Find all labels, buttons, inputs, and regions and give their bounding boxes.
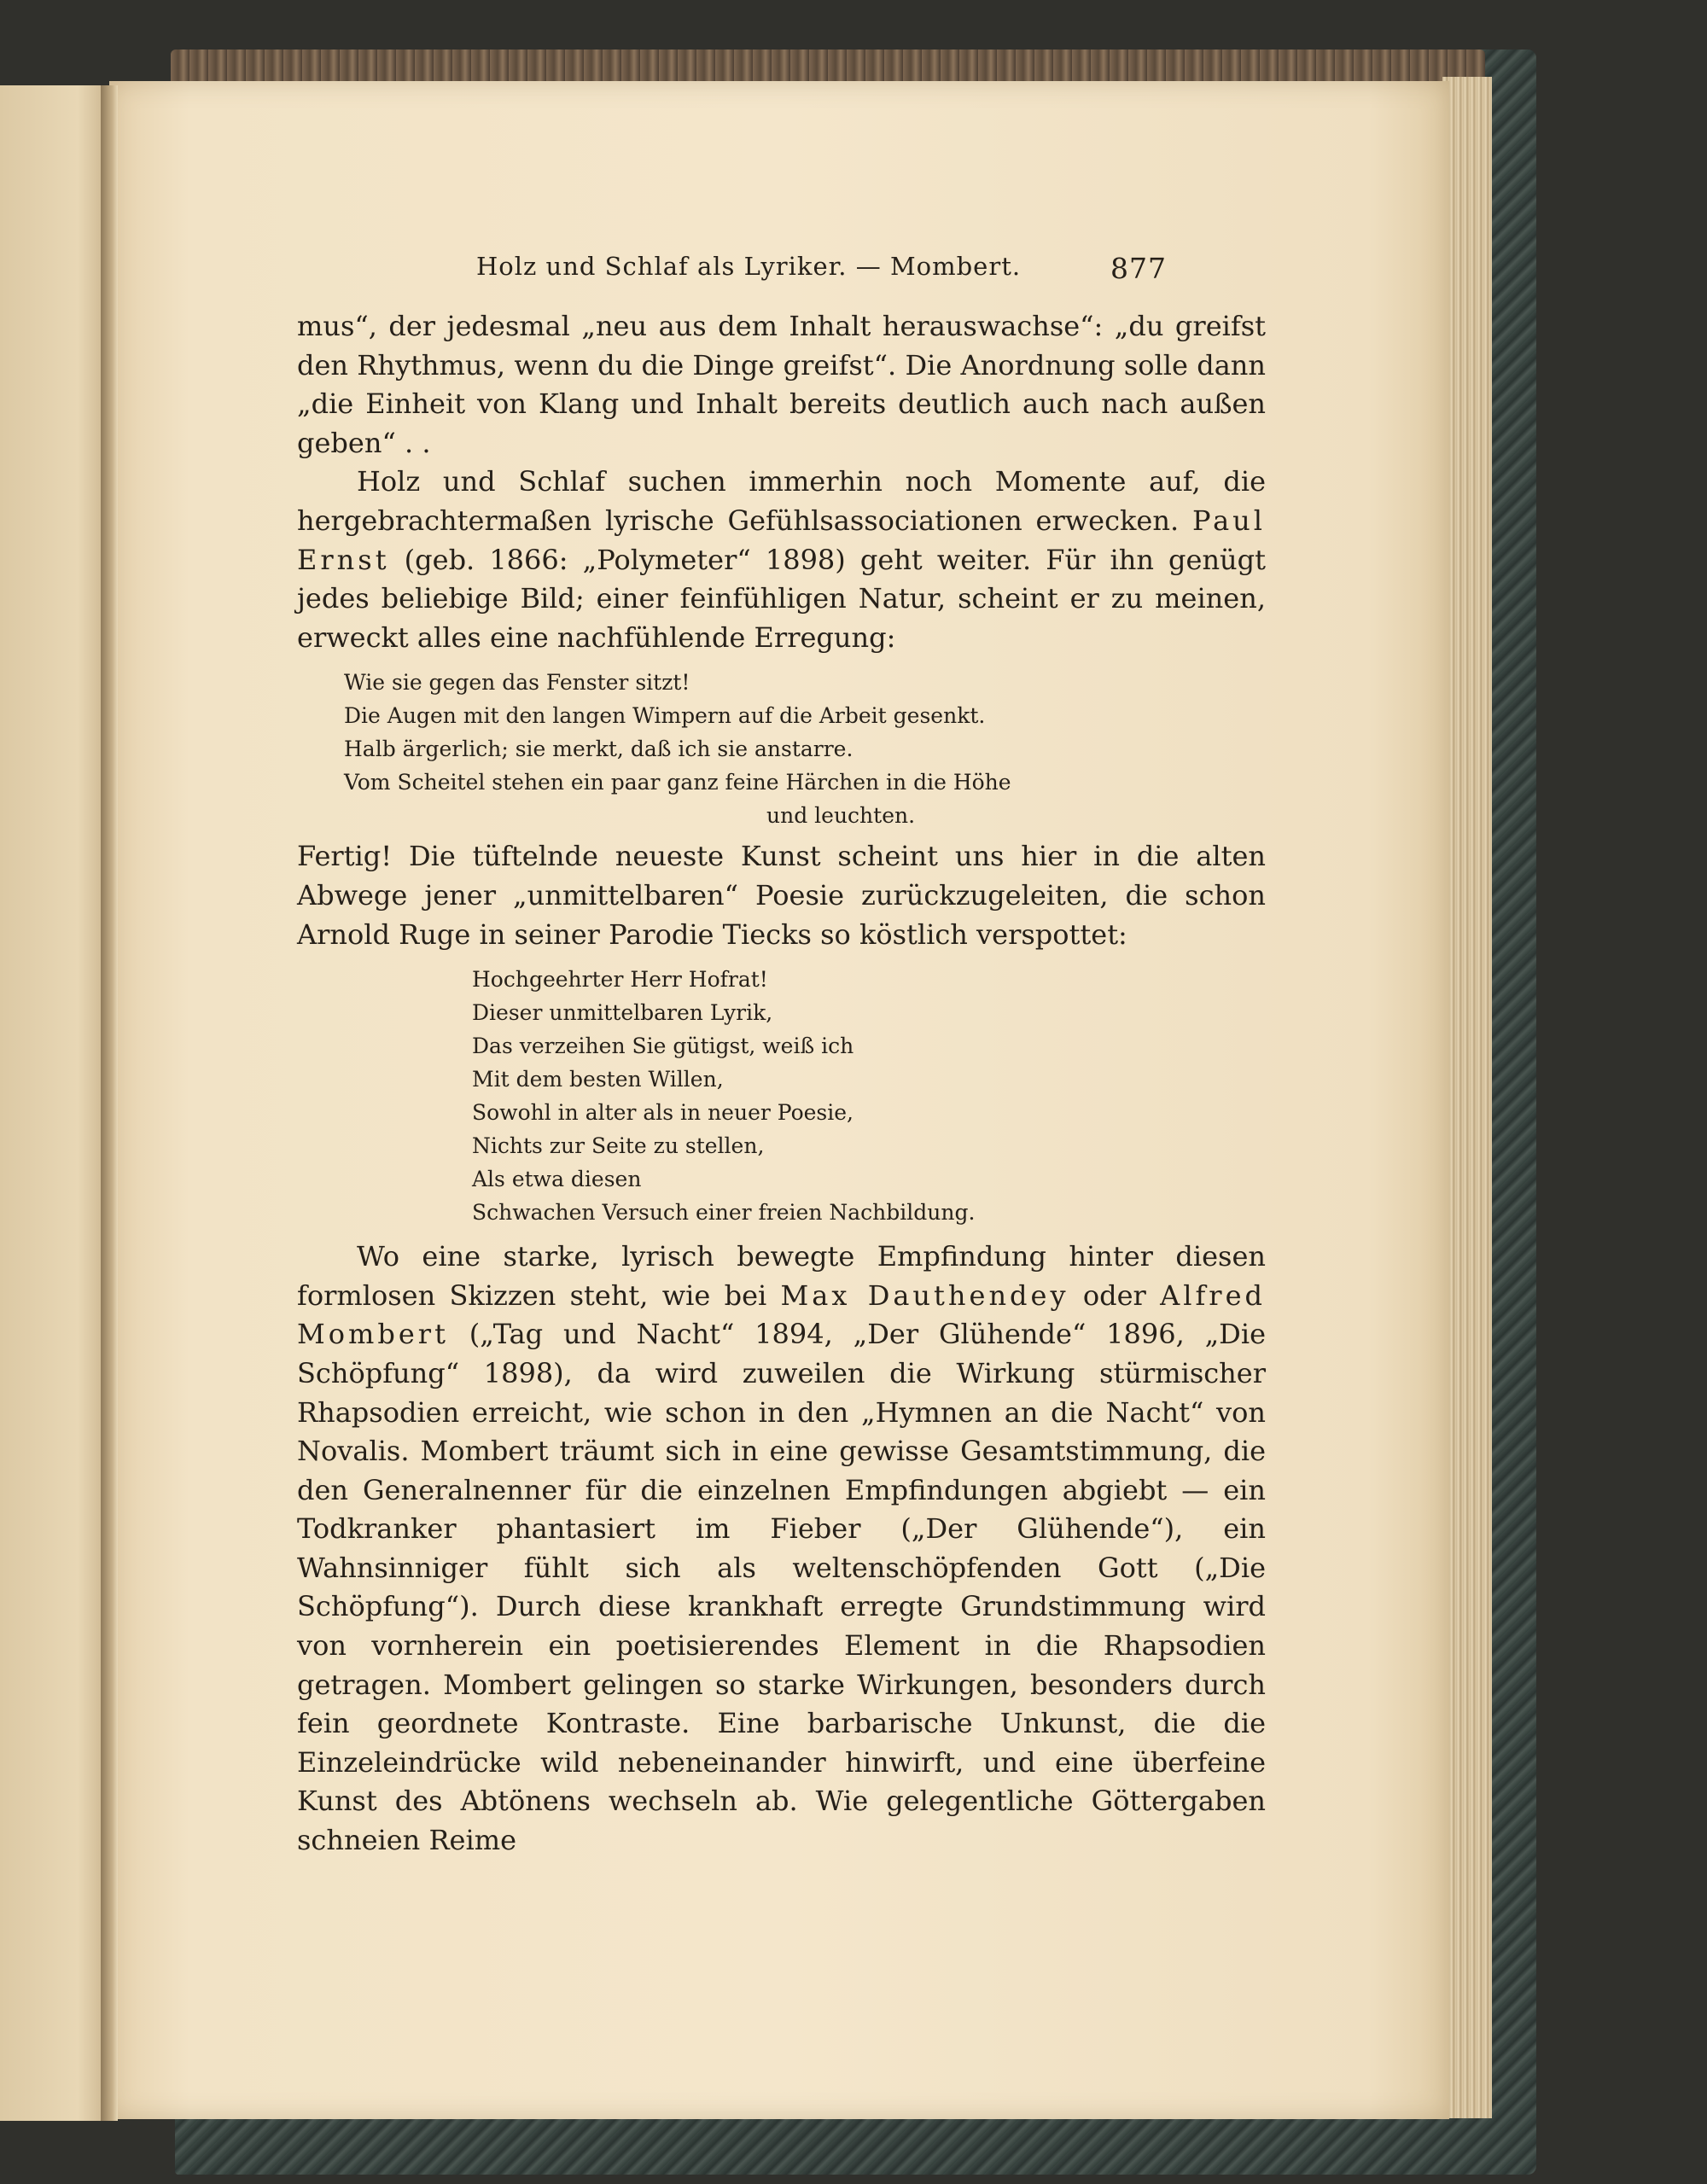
verse-line: Halb ärgerlich; sie merkt, daß ich sie anstarre. [344,737,854,762]
verse-line: Vom Scheitel stehen ein paar ganz feine Härchen in die Höhe [344,770,1011,795]
running-head [109,252,1449,294]
verse-line-continuation: und leuchten. [766,803,916,829]
body-text [297,307,1266,1861]
verse-line: Hochgeehrter Herr Hofrat! [472,967,768,993]
paragraph-2-text-b: (geb. 1866: „Polymeter“ 1898) geht weiter. Für ihn genügt jedes beliebige Bild; einer feinfühligen Natur, scheint er zu meinen, erweckt alles eine nachfühlende Erregung: [297,543,1267,654]
paragraph-2-text-a: Holz und Schlaf suchen immerhin noch Momente auf, die hergebrachtermaßen lyrische Gefühlsassociationen erwecken. [297,465,1266,537]
left-page-edge [0,85,111,2121]
author-name-alfred-mombert: Alfred Mombert [297,1278,1266,1351]
author-name-paul-ernst: Paul Ernst [297,504,1267,576]
paragraph-2 [297,463,1266,657]
verse-line: Das verzeihen Sie gütigst, weiß ich [472,1034,854,1059]
author-name-max-dauthendey: Max Dauthendey [780,1278,1069,1312]
running-title: Holz und Schlaf als Lyriker. — Mombert. [476,252,1022,281]
page-edges [1442,77,1492,2118]
verse-line: Die Augen mit den langen Wimpern auf die Arbeit gesenkt. [344,703,986,729]
paragraph-4-text-b: oder [1082,1278,1146,1312]
verse-quote-2 [297,954,1266,1238]
verse-quote-1 [297,657,1266,837]
paragraph-4-text-a: Wo eine starke, lyrisch bewegte Empfindung hinter diesen formlosen Skizzen steht, wie bei [297,1240,1266,1312]
verse-line: Mit dem besten Willen, [472,1067,724,1092]
verse-line: Als etwa diesen [472,1167,642,1192]
paragraph-1: mus“, der jedesmal „neu aus dem Inhalt herauswachse“: „du greifst den Rhythmus, wenn du die Dinge greifst“. Die Anordnung solle dann „die Einheit von Klang und Inhalt bereits deutlich auch nach außen geben“ . . [297,310,1266,459]
book-page [109,81,1449,2119]
verse-line: Schwachen Versuch einer freien Nachbildung. [472,1200,976,1226]
page-gutter [101,85,118,2121]
verse-line: Sowohl in alter als in neuer Poesie, [472,1100,854,1126]
page-number: 877 [1110,252,1167,285]
verse-line: Wie sie gegen das Fenster sitzt! [344,670,690,696]
verse-line: Nichts zur Seite zu stellen, [472,1133,765,1159]
paragraph-4 [297,1238,1266,1861]
paragraph-3: Fertig! Die tüftelnde neueste Kunst scheint uns hier in die alten Abwege jener „unmittelbaren“ Poesie zurückzugeleiten, die schon Arnold Ruge in seiner Parodie Tiecks so köstlich verspottet: [297,840,1266,951]
verse-line: Dieser unmittelbaren Lyrik, [472,1000,773,1026]
paragraph-4-text-c: („Tag und Nacht“ 1894, „Der Glühende“ 1896, „Die Schöpfung“ 1898), da wird zuweilen die Wirkung stürmischer Rhapsodien erreicht, wie schon in den „Hymnen an die Nacht“ von Novalis. Mombert träumt sich in eine gewisse Gesamtstimmung, die den Generalnenner für die einzelnen Empfindungen abgiebt — ein Todkranker phantasiert im Fieber („Der Glühende“), ein Wahnsinniger fühlt sich als weltenschöpfenden Gott („Die Schöpfung“). Durch diese krankhaft erregte Grundstimmung wird von vornherein ein poetisierendes Element in die Rhapsodien getragen. Mombert gelingen so starke Wirkungen, besonders durch fein geordnete Kontraste. Eine barbarische Unkunst, die die Einzeleindrücke wild nebeneinander hinwirft, und eine überfeine Kunst des Abtönens wechseln ab. Wie gelegentliche Göttergaben schneien Reime [297,1318,1267,1857]
